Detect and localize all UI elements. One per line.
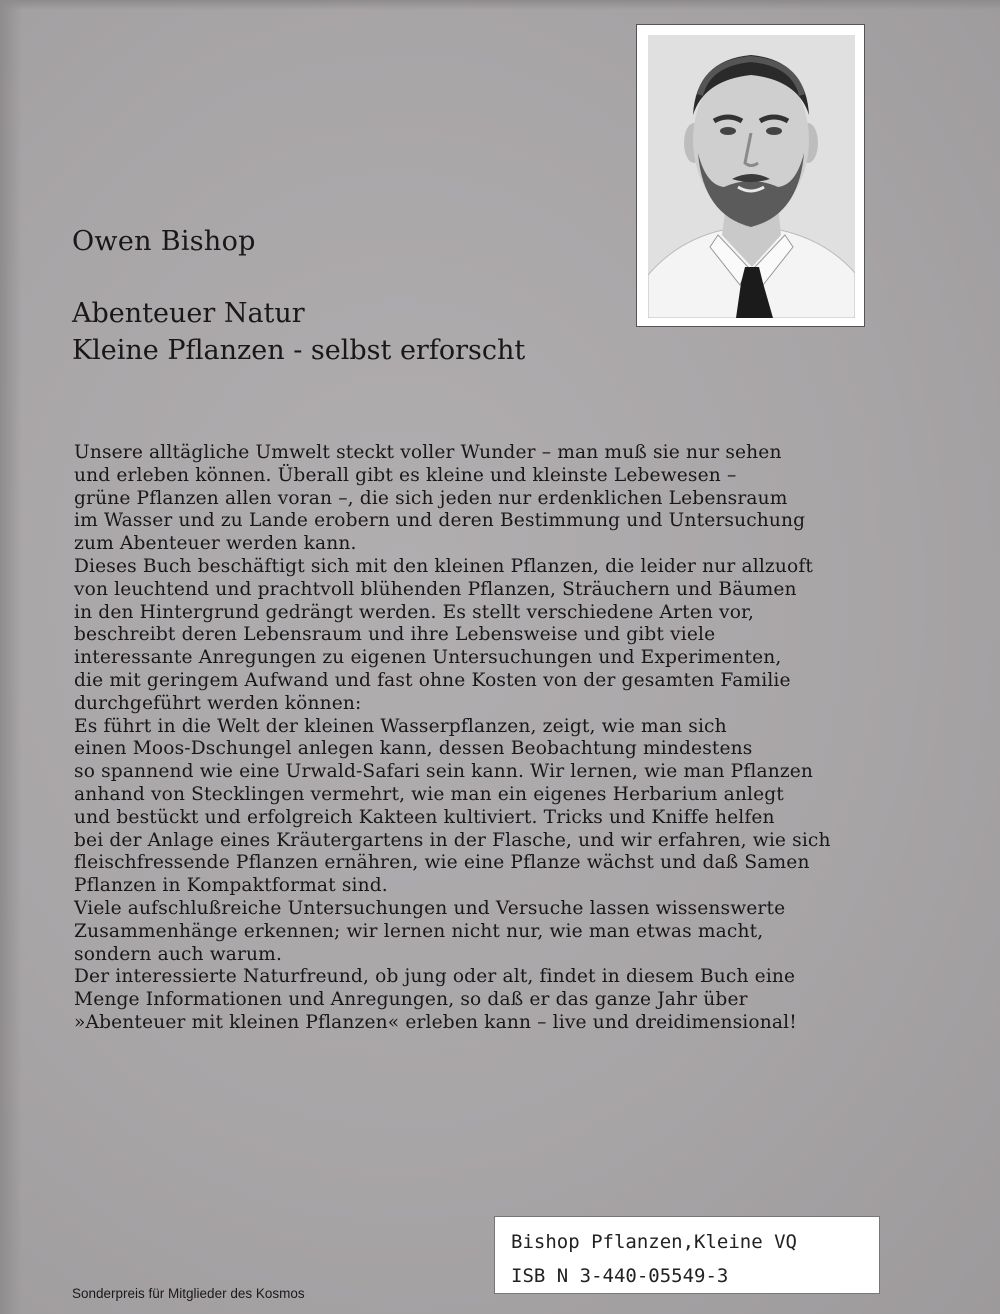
description-line: grüne Pflanzen allen voran –, die sich jeden nur erdenklichen Lebensraum xyxy=(74,487,788,509)
page-shadow-left xyxy=(0,0,22,1314)
member-price-note: Sonderpreis für Mitglieder des Kosmos xyxy=(72,1286,305,1301)
page-shadow-top xyxy=(0,0,1000,10)
description-line: beschreibt deren Lebensraum und ihre Lebensweise und gibt viele xyxy=(74,624,716,646)
description-line: so spannend wie eine Urwald-Safari sein kann. Wir lernen, wie man Pflanzen xyxy=(74,761,814,783)
label-isbn-line: ISB N 3-440-05549-3 xyxy=(511,1265,729,1287)
description-line: durchgeführt werden können: xyxy=(74,692,362,714)
description-line: Viele aufschlußreiche Untersuchungen und Versuche lassen wissenswerte xyxy=(74,897,786,919)
description-line: Es führt in die Welt der kleinen Wasserpflanzen, zeigt, wie man sich xyxy=(74,715,727,737)
description-line: zum Abenteuer werden kann. xyxy=(74,533,357,555)
description-line: fleischfressende Pflanzen ernähren, wie eine Pflanze wächst und daß Samen xyxy=(74,852,810,874)
description-line: in den Hintergrund gedrängt werden. Es stellt verschiedene Arten vor, xyxy=(74,601,755,623)
book-series-title: Abenteuer Natur xyxy=(72,298,305,329)
book-description xyxy=(74,442,864,1035)
description-line: Der interessierte Naturfreund, ob jung oder alt, findet in diesem Buch eine xyxy=(74,966,796,988)
description-line: von leuchtend und prachtvoll blühenden Pflanzen, Sträuchern und Bäumen xyxy=(74,578,797,600)
description-line: Dieses Buch beschäftigt sich mit den kleinen Pflanzen, die leider nur allzuoft xyxy=(74,555,813,577)
description-line: »Abenteuer mit kleinen Pflanzen« erleben kann – live und dreidimensional! xyxy=(74,1011,797,1033)
author-photo xyxy=(636,24,865,327)
description-line: einen Moos-Dschungel anlegen kann, dessen Beobachtung mindestens xyxy=(74,738,753,760)
label-title-line: Bishop Pflanzen,Kleine VQ xyxy=(511,1231,797,1253)
book-title: Kleine Pflanzen - selbst erforscht xyxy=(72,335,526,366)
description-line: anhand von Stecklingen vermehrt, wie man ein eigenes Herbarium anlegt xyxy=(74,783,784,805)
author-portrait-icon xyxy=(648,35,855,318)
library-label xyxy=(494,1216,880,1294)
description-line: Pflanzen in Kompaktformat sind. xyxy=(74,875,388,897)
description-line: Menge Informationen und Anregungen, so daß er das ganze Jahr über xyxy=(74,989,748,1011)
description-line: und erleben können. Überall gibt es kleine und kleinste Lebewesen – xyxy=(74,464,737,486)
description-line: Unsere alltägliche Umwelt steckt voller Wunder – man muß sie nur sehen xyxy=(74,442,782,463)
description-line: die mit geringem Aufwand und fast ohne Kosten von der gesamten Familie xyxy=(74,669,791,691)
description-line: interessante Anregungen zu eigenen Untersuchungen und Experimenten, xyxy=(74,647,782,669)
description-line: im Wasser und zu Lande erobern und deren Bestimmung und Untersuchung xyxy=(74,510,806,532)
description-line: bei der Anlage eines Kräutergartens in der Flasche, und wir erfahren, wie sich xyxy=(74,829,831,851)
description-line: sondern auch warum. xyxy=(74,943,283,965)
description-line: und bestückt und erfolgreich Kakteen kultiviert. Tricks und Kniffe helfen xyxy=(74,806,775,828)
author-name: Owen Bishop xyxy=(72,226,256,257)
description-line: Zusammenhänge erkennen; wir lernen nicht nur, wie man etwas macht, xyxy=(74,920,764,942)
